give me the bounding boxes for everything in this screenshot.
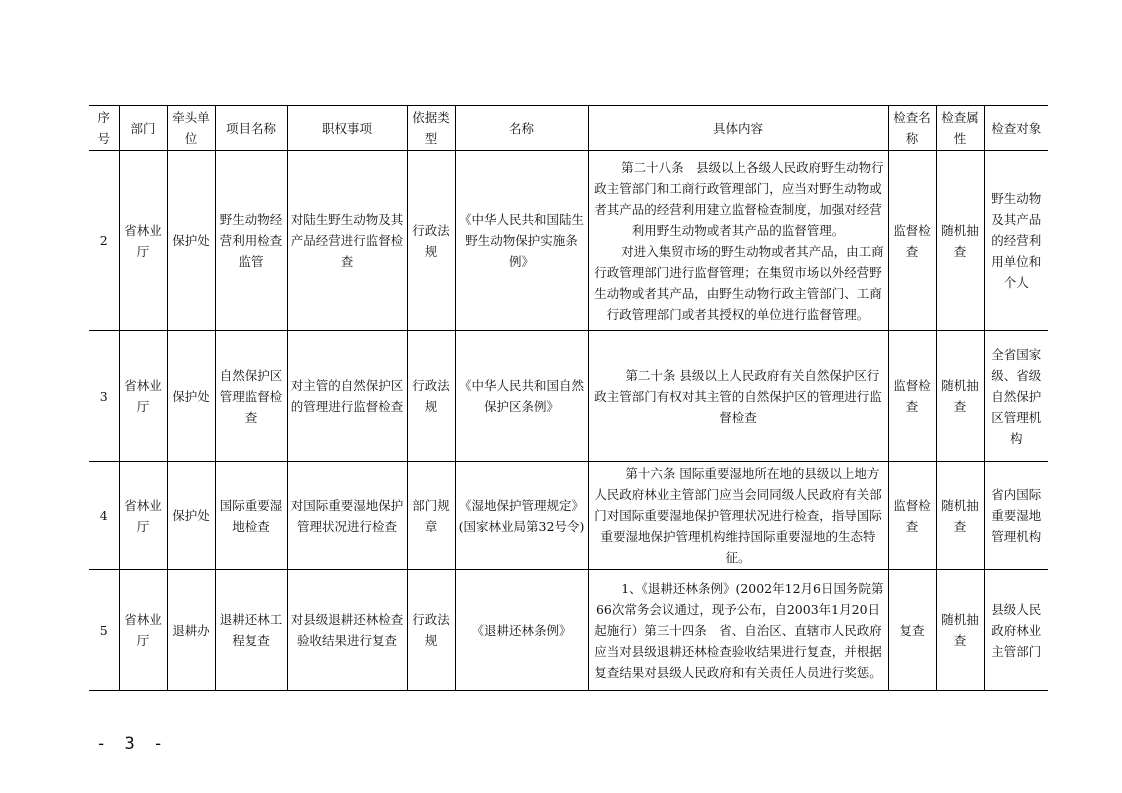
row-check-target: 全省国家级、省级自然保护区管理机构 — [984, 331, 1048, 462]
inspection-items-table — [89, 105, 1048, 691]
table-row — [89, 462, 1048, 570]
header-dept: 部门 — [119, 106, 167, 151]
header-content: 具体内容 — [588, 106, 888, 151]
row-content — [588, 331, 888, 462]
table-row — [89, 570, 1048, 691]
row-authority: 对国际重要湿地保护管理状况进行检查 — [287, 462, 407, 570]
header-check-attr: 检查属性 — [936, 106, 984, 151]
row-seq: 2 — [89, 151, 119, 331]
row-check-attr: 随机抽查 — [936, 462, 984, 570]
header-name: 名称 — [455, 106, 588, 151]
header-basis-type: 依据类型 — [407, 106, 455, 151]
header-check-name: 检查名称 — [888, 106, 936, 151]
row-lead: 保护处 — [167, 462, 215, 570]
row-check-name: 监督检查 — [888, 331, 936, 462]
header-lead: 牵头单位 — [167, 106, 215, 151]
table-row — [89, 151, 1048, 331]
row-basis-type: 行政法规 — [407, 331, 455, 462]
header-seq: 序号 — [89, 106, 119, 151]
header-project: 项目名称 — [215, 106, 287, 151]
row-dept: 省林业厅 — [119, 151, 167, 331]
row-content — [588, 151, 888, 331]
table-row — [89, 331, 1048, 462]
page-number: - 3 - — [96, 734, 168, 754]
content-paragraph: 第十六条 国际重要湿地所在地的县级以上地方人民政府林业主管部门应当会同同级人民政府有关部门对国际重要湿地保护管理状况进行检查，指导国际重要湿地保护管理机构维持国际重要湿地的生态特征。 — [594, 466, 882, 565]
content-paragraph: 第二十条 县级以上人民政府有关自然保护区行政主管部门有权对其主管的自然保护区的管理进行监督检查 — [594, 367, 882, 425]
row-seq: 5 — [89, 570, 119, 691]
row-project: 自然保护区管理监督检查 — [215, 331, 287, 462]
row-check-target: 省内国际重要湿地管理机构 — [984, 462, 1048, 570]
row-check-name: 复查 — [888, 570, 936, 691]
content-paragraph: 对进入集贸市场的野生动物或者其产品，由工商行政管理部门进行监督管理；在集贸市场以外经营野生动物或者其产品，由野生动物行政主管部门、工商行政管理部门或者其授权的单位进行监督管理。 — [594, 243, 884, 322]
header-authority: 职权事项 — [287, 106, 407, 151]
row-basis-type: 行政法规 — [407, 151, 455, 331]
row-project: 野生动物经营利用检查监管 — [215, 151, 287, 331]
row-check-name: 监督检查 — [888, 151, 936, 331]
row-name: 《湿地保护管理规定》(国家林业局第32号令) — [455, 462, 588, 570]
row-dept: 省林业厅 — [119, 331, 167, 462]
header-check-target: 检查对象 — [984, 106, 1048, 151]
row-name: 《中华人民共和国陆生野生动物保护实施条例》 — [455, 151, 588, 331]
row-lead: 保护处 — [167, 151, 215, 331]
row-seq: 3 — [89, 331, 119, 462]
row-content — [588, 462, 888, 570]
row-dept: 省林业厅 — [119, 570, 167, 691]
row-check-target: 县级人民政府林业主管部门 — [984, 570, 1048, 691]
row-basis-type: 行政法规 — [407, 570, 455, 691]
row-check-target: 野生动物及其产品的经营利用单位和个人 — [984, 151, 1048, 331]
row-seq: 4 — [89, 462, 119, 570]
row-check-attr: 随机抽查 — [936, 570, 984, 691]
row-authority: 对陆生野生动物及其产品经营进行监督检查 — [287, 151, 407, 331]
row-project: 退耕还林工程复查 — [215, 570, 287, 691]
row-project: 国际重要湿地检查 — [215, 462, 287, 570]
row-authority: 对县级退耕还林检查验收结果进行复查 — [287, 570, 407, 691]
row-name: 《中华人民共和国自然保护区条例》 — [455, 331, 588, 462]
row-name: 《退耕还林条例》 — [455, 570, 588, 691]
header-row — [89, 106, 1048, 151]
row-basis-type: 部门规章 — [407, 462, 455, 570]
content-paragraph: 1、《退耕还林条例》(2002年12月6日国务院第66次常务会议通过，现予公布，自2003年1月20日起施行）第三十四条 省、自治区、直辖市人民政府应当对县级退耕还林检查验收结果进行复查，并根据复查结果对县级人民政府和有关责任人员进行奖惩。 — [594, 580, 884, 680]
row-authority: 对主管的自然保护区的管理进行监督检查 — [287, 331, 407, 462]
row-lead: 退耕办 — [167, 570, 215, 691]
row-check-name: 监督检查 — [888, 462, 936, 570]
row-check-attr: 随机抽查 — [936, 331, 984, 462]
content-paragraph: 第二十八条 县级以上各级人民政府野生动物行政主管部门和工商行政管理部门，应当对野生动物或者其产品的经营利用建立监督检查制度，加强对经营利用野生动物或者其产品的监督管理。 — [594, 159, 884, 238]
row-lead: 保护处 — [167, 331, 215, 462]
row-dept: 省林业厅 — [119, 462, 167, 570]
row-content — [588, 570, 888, 691]
row-check-attr: 随机抽查 — [936, 151, 984, 331]
